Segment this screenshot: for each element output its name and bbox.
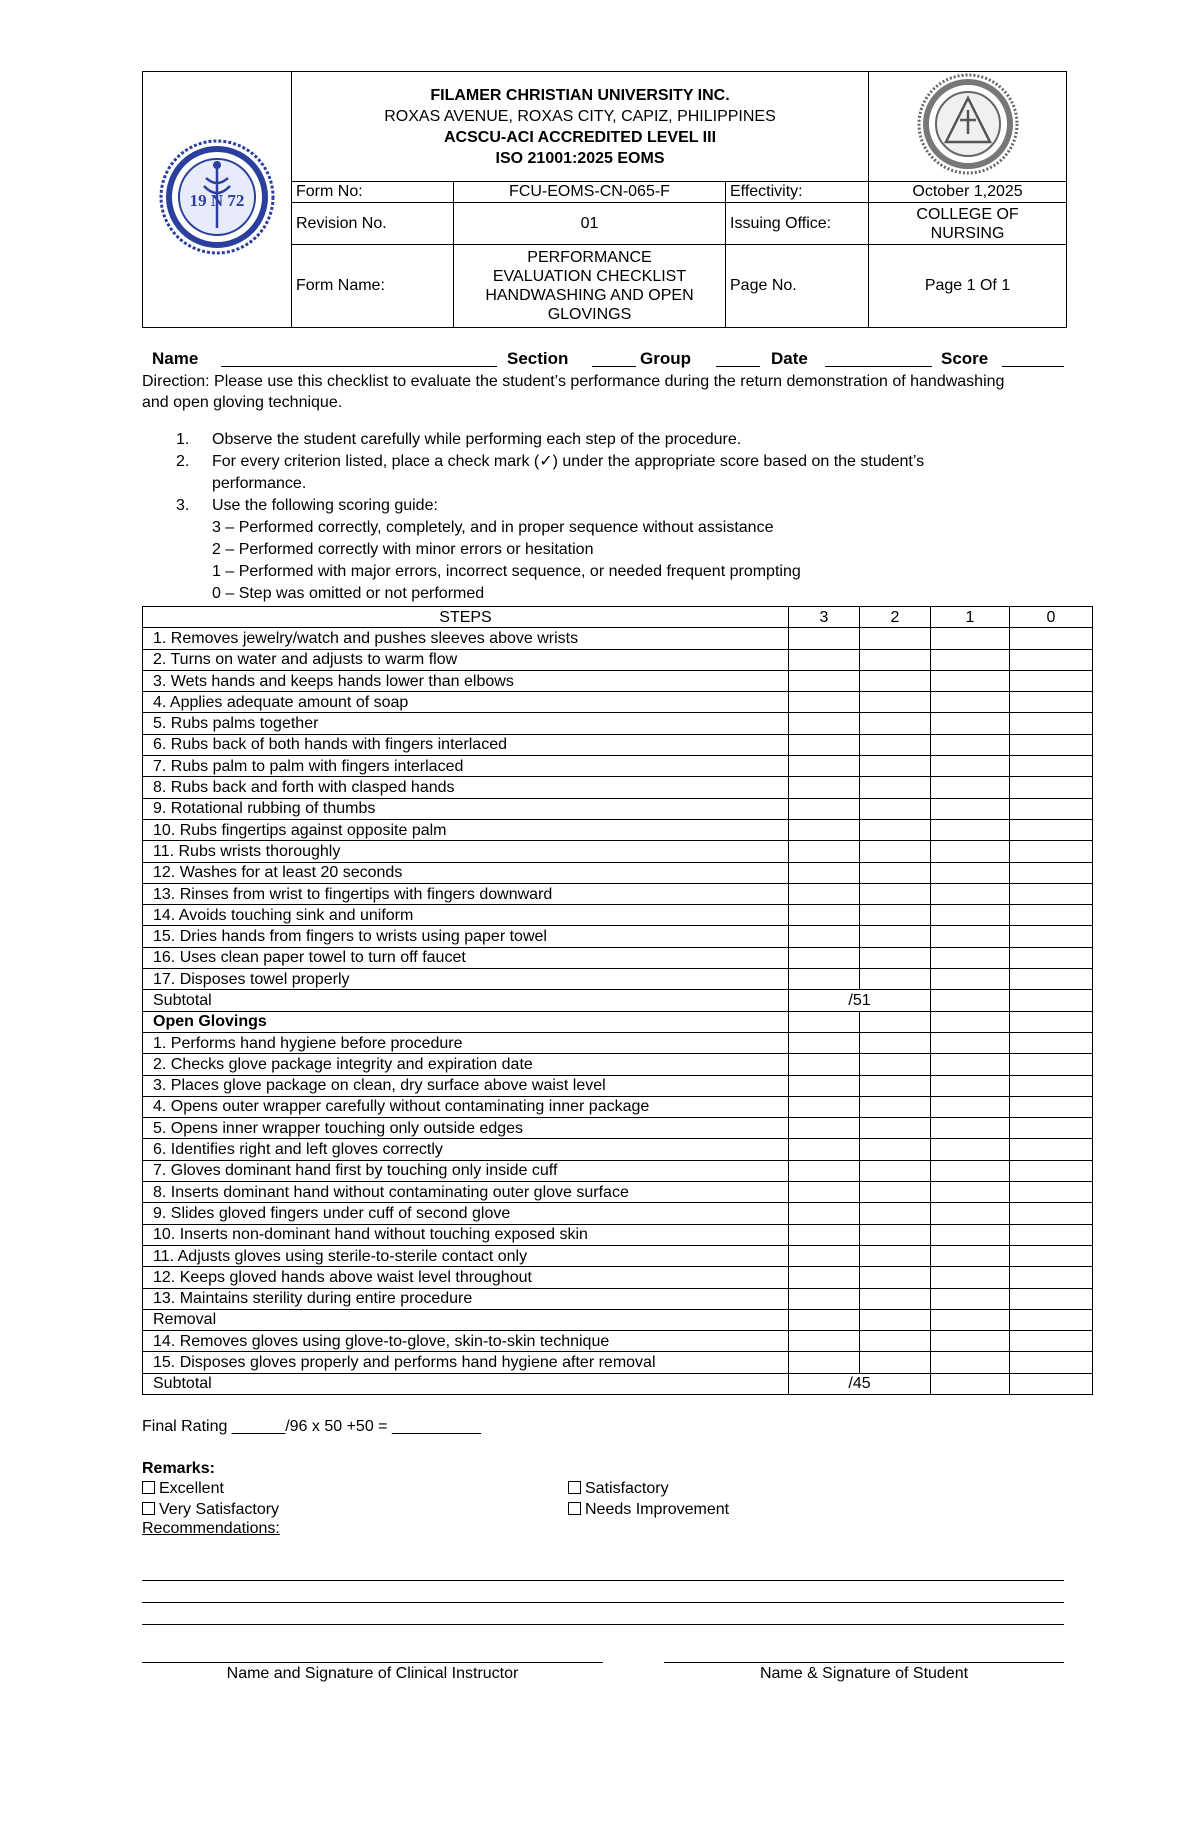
remark-option-needs-improvement[interactable]: Needs Improvement: [568, 1501, 729, 1519]
step-label: 1. Performs hand hygiene before procedure: [143, 1032, 789, 1053]
score-cell-0[interactable]: [1010, 1011, 1093, 1032]
score-cell-0[interactable]: [1010, 969, 1093, 990]
gloving-step-row: [143, 1032, 1093, 1053]
score-cell-1[interactable]: [931, 947, 1010, 968]
score-cell-2[interactable]: [860, 947, 931, 968]
handwashing-step-row: [143, 777, 1093, 798]
score-cell-1[interactable]: [931, 841, 1010, 862]
score-header-3: 3: [789, 607, 860, 628]
score-cell-2[interactable]: [860, 883, 931, 904]
removal-label: Removal: [143, 1309, 789, 1330]
score-cell-2[interactable]: [860, 734, 931, 755]
score-cell-3[interactable]: [789, 1011, 860, 1032]
score-cell-1[interactable]: [931, 862, 1010, 883]
score-cell-3[interactable]: [789, 756, 860, 777]
score-cell-1[interactable]: [931, 1054, 1010, 1075]
step-label: 5. Rubs palms together: [143, 713, 789, 734]
issuing-office-label: Issuing Office:: [726, 203, 869, 245]
score-cell-3[interactable]: [789, 670, 860, 691]
score-cell-3[interactable]: [789, 1245, 860, 1266]
score-cell-0[interactable]: [1010, 649, 1093, 670]
score-cell-1[interactable]: [931, 1267, 1010, 1288]
performance-checklist-table: [142, 606, 1093, 1395]
score-cell-2[interactable]: [860, 1203, 931, 1224]
score-cell-1[interactable]: [931, 1352, 1010, 1373]
student-signature-label: Name & Signature of Student: [759, 1665, 969, 1682]
step-label: 8. Rubs back and forth with clasped hands: [143, 777, 789, 798]
step-label: 1. Removes jewelry/watch and pushes sleeves above wrists: [143, 628, 789, 649]
scoring-guide-2: 2 – Performed correctly with minor errors or hesitation: [212, 541, 594, 558]
score-cell-0[interactable]: [1010, 883, 1093, 904]
student-info-line: [152, 349, 1064, 371]
gloving-step-row: [143, 1054, 1093, 1075]
score-cell-0[interactable]: [1010, 1032, 1093, 1053]
score-cell-2[interactable]: [860, 1267, 931, 1288]
score-cell-1[interactable]: [931, 1032, 1010, 1053]
instructor-signature-label: Name and Signature of Clinical Instructor: [226, 1665, 519, 1682]
subtotal-label: Subtotal: [143, 990, 789, 1011]
step-label: 5. Opens inner wrapper touching only outside edges: [143, 1118, 789, 1139]
handwashing-step-row: [143, 969, 1093, 990]
step-label: 13. Rinses from wrist to fingertips with fingers downward: [143, 883, 789, 904]
step-label: 12. Keeps gloved hands above waist level throughout: [143, 1267, 789, 1288]
score-cell-3[interactable]: [789, 1267, 860, 1288]
score-cell-1[interactable]: [931, 1203, 1010, 1224]
score-cell-3[interactable]: [789, 1160, 860, 1181]
recommendation-line[interactable]: [142, 1580, 1064, 1581]
handwashing-step-row: [143, 926, 1093, 947]
step-label: 4. Applies adequate amount of soap: [143, 692, 789, 713]
score-cell-1[interactable]: [931, 819, 1010, 840]
subtotal-value[interactable]: /45: [789, 1373, 931, 1394]
step-label: 2. Checks glove package integrity and expiration date: [143, 1054, 789, 1075]
recommendation-line[interactable]: [142, 1602, 1064, 1603]
score-cell-3[interactable]: [789, 1118, 860, 1139]
score-cell-0[interactable]: [1010, 1309, 1093, 1330]
recommendations-label: Recommendations:: [142, 1520, 280, 1537]
score-cell-0[interactable]: [1010, 713, 1093, 734]
university-seal-logo: [158, 138, 276, 256]
step-label: 3. Places glove package on clean, dry surface above waist level: [143, 1075, 789, 1096]
form-name-line: HANDWASHING AND OPEN: [485, 287, 694, 304]
step-label: 6. Rubs back of both hands with fingers interlaced: [143, 734, 789, 755]
score-cell-2[interactable]: [860, 1054, 931, 1075]
university-logo-cell: [143, 72, 292, 328]
score-cell-0[interactable]: [1010, 819, 1093, 840]
score-cell-2[interactable]: [860, 1352, 931, 1373]
score-cell-3[interactable]: [789, 1224, 860, 1245]
handwashing-step-row: [143, 649, 1093, 670]
score-cell-3[interactable]: [789, 1203, 860, 1224]
score-cell-0[interactable]: [1010, 1288, 1093, 1309]
score-cell-2[interactable]: [860, 1075, 931, 1096]
removal-section-row: [143, 1309, 1093, 1330]
score-cell-1[interactable]: [931, 1075, 1010, 1096]
step-label: 16. Uses clean paper towel to turn off faucet: [143, 947, 789, 968]
group-field[interactable]: [716, 349, 760, 367]
section-field[interactable]: [592, 349, 636, 367]
step-label: 7. Rubs palm to palm with fingers interlaced: [143, 756, 789, 777]
score-cell-0[interactable]: [1010, 841, 1093, 862]
gloving-step-row: [143, 1160, 1093, 1181]
subtotal-value[interactable]: /51: [789, 990, 931, 1011]
handwashing-step-row: [143, 862, 1093, 883]
handwashing-step-row: [143, 798, 1093, 819]
handwashing-subtotal-row: [143, 990, 1093, 1011]
score-cell-0[interactable]: [1010, 1267, 1093, 1288]
step-label: 12. Washes for at least 20 seconds: [143, 862, 789, 883]
direction-text: Direction: Please use this checklist to evaluate the student’s performance during the return demonstration of handwashing and open gloving technique.: [142, 373, 1005, 411]
score-cell-1[interactable]: [931, 926, 1010, 947]
step-label: 11. Adjusts gloves using sterile-to-sterile contact only: [143, 1245, 789, 1266]
score-cell-0[interactable]: [1010, 905, 1093, 926]
date-label: Date: [771, 349, 808, 368]
score-cell-1[interactable]: [931, 1011, 1010, 1032]
score-cell-1[interactable]: [931, 713, 1010, 734]
score-cell-1[interactable]: [931, 649, 1010, 670]
score-cell-3[interactable]: [789, 649, 860, 670]
score-cell-3[interactable]: [789, 734, 860, 755]
college-of-nursing-seal-logo: [916, 72, 1020, 176]
score-cell-1[interactable]: [931, 1139, 1010, 1160]
gloving-step-row: [143, 1075, 1093, 1096]
score-cell-3[interactable]: [789, 1054, 860, 1075]
score-cell-0[interactable]: [1010, 1224, 1093, 1245]
score-cell-0[interactable]: [1010, 756, 1093, 777]
score-cell-3[interactable]: [789, 862, 860, 883]
score-cell-2[interactable]: [860, 1139, 931, 1160]
score-cell-2[interactable]: [860, 798, 931, 819]
gloving-step-row: [143, 1267, 1093, 1288]
accreditation-level: ACSCU-ACI ACCREDITED LEVEL III: [444, 128, 717, 146]
score-cell-3[interactable]: [789, 926, 860, 947]
score-cell-2[interactable]: [860, 777, 931, 798]
score-cell-2[interactable]: [860, 1224, 931, 1245]
step-label: 8. Inserts dominant hand without contaminating outer glove surface: [143, 1182, 789, 1203]
score-cell-3[interactable]: [789, 841, 860, 862]
step-label: 14. Removes gloves using glove-to-glove, skin-to-skin technique: [143, 1331, 789, 1352]
score-cell-1[interactable]: [931, 969, 1010, 990]
score-cell-2[interactable]: [860, 756, 931, 777]
step-label: 17. Disposes towel properly: [143, 969, 789, 990]
effectivity-label: Effectivity:: [726, 182, 869, 203]
score-cell-0[interactable]: [1010, 1118, 1093, 1139]
score-cell-1[interactable]: [931, 1160, 1010, 1181]
step-label: 6. Identifies right and left gloves correctly: [143, 1139, 789, 1160]
score-cell-0[interactable]: [1010, 862, 1093, 883]
checkbox-icon[interactable]: [568, 1481, 581, 1494]
score-cell-3[interactable]: [789, 1288, 860, 1309]
step-label: 14. Avoids touching sink and uniform: [143, 905, 789, 926]
remark-option-satisfactory[interactable]: Satisfactory: [568, 1480, 669, 1498]
score-cell-0[interactable]: [1010, 1054, 1093, 1075]
removal-step-row: [143, 1331, 1093, 1352]
gloving-subtotal-row: [143, 1373, 1093, 1394]
form-name-line: EVALUATION CHECKLIST: [492, 268, 687, 285]
remarks-title: Remarks:: [142, 1460, 215, 1477]
final-rating: Final Rating ______/96 x 50 +50 = __________: [142, 1418, 481, 1435]
section-label: Section: [507, 349, 569, 368]
score-cell-1[interactable]: [931, 798, 1010, 819]
score-cell-0[interactable]: [1010, 734, 1093, 755]
group-label: Group: [640, 349, 691, 368]
score-cell-1[interactable]: [931, 756, 1010, 777]
score-cell-1[interactable]: [931, 670, 1010, 691]
score-cell-2[interactable]: [860, 905, 931, 926]
subtotal-cell: [931, 990, 1010, 1011]
subtotal-cell: [1010, 1373, 1093, 1394]
score-cell-0[interactable]: [1010, 798, 1093, 819]
table-header-row: [143, 607, 1093, 628]
gloving-step-row: [143, 1224, 1093, 1245]
score-cell-0[interactable]: [1010, 1075, 1093, 1096]
gloving-step-row: [143, 1182, 1093, 1203]
score-cell-3[interactable]: [789, 1032, 860, 1053]
score-cell-2[interactable]: [860, 1032, 931, 1053]
handwashing-step-row: [143, 883, 1093, 904]
step-label: 15. Dries hands from fingers to wrists using paper towel: [143, 926, 789, 947]
score-cell-3[interactable]: [789, 905, 860, 926]
revision-value: 01: [454, 203, 726, 245]
score-cell-2[interactable]: [860, 969, 931, 990]
iso-standard: ISO 21001:2025 EOMS: [495, 149, 665, 167]
form-header-table: [142, 71, 1067, 328]
checkbox-icon[interactable]: [142, 1481, 155, 1494]
open-glovings-section-row: [143, 1011, 1093, 1032]
score-cell-2[interactable]: [860, 692, 931, 713]
score-cell-0[interactable]: [1010, 670, 1093, 691]
page-no-value: Page 1 Of 1: [869, 245, 1067, 328]
score-cell-3[interactable]: [789, 1139, 860, 1160]
score-cell-0[interactable]: [1010, 1352, 1093, 1373]
college-logo-cell: [869, 72, 1067, 182]
score-cell-2[interactable]: [860, 670, 931, 691]
score-cell-1[interactable]: [931, 734, 1010, 755]
score-cell-2[interactable]: [860, 1331, 931, 1352]
page-no-label: Page No.: [726, 245, 869, 328]
step-label: 15. Disposes gloves properly and performs hand hygiene after removal: [143, 1352, 789, 1373]
score-cell-3[interactable]: [789, 883, 860, 904]
instruction-item: 2. For every criterion listed, place a check mark (✓) under the appropriate score based on the student’s performance.: [176, 453, 925, 492]
handwashing-step-row: [143, 628, 1093, 649]
score-cell-3[interactable]: [789, 1075, 860, 1096]
score-cell-2[interactable]: [860, 1096, 931, 1117]
checkbox-icon[interactable]: [142, 1502, 155, 1515]
logo-year-text: 19 N 72: [189, 191, 245, 210]
score-cell-0[interactable]: [1010, 692, 1093, 713]
score-header-2: 2: [860, 607, 931, 628]
score-cell-3[interactable]: [789, 819, 860, 840]
remark-option-excellent[interactable]: Excellent: [142, 1480, 224, 1498]
revision-label: Revision No.: [292, 203, 454, 245]
score-cell-0[interactable]: [1010, 1203, 1093, 1224]
instructor-signature-line[interactable]: [142, 1662, 603, 1663]
step-label: 11. Rubs wrists thoroughly: [143, 841, 789, 862]
score-cell-2[interactable]: [860, 841, 931, 862]
score-cell-2[interactable]: [860, 628, 931, 649]
handwashing-step-row: [143, 734, 1093, 755]
form-name-line: GLOVINGS: [547, 306, 632, 323]
score-cell-3[interactable]: [789, 798, 860, 819]
step-label: 10. Rubs fingertips against opposite palm: [143, 819, 789, 840]
score-cell-3[interactable]: [789, 1309, 860, 1330]
handwashing-step-row: [143, 756, 1093, 777]
instruction-item: 3. Use the following scoring guide:: [176, 497, 438, 514]
handwashing-step-row: [143, 841, 1093, 862]
score-cell-3[interactable]: [789, 969, 860, 990]
score-cell-2[interactable]: [860, 1118, 931, 1139]
subtotal-cell: [1010, 990, 1093, 1011]
score-cell-2[interactable]: [860, 862, 931, 883]
score-cell-1[interactable]: [931, 1096, 1010, 1117]
score-cell-2[interactable]: [860, 1245, 931, 1266]
score-cell-1[interactable]: [931, 1309, 1010, 1330]
score-cell-3[interactable]: [789, 947, 860, 968]
score-field[interactable]: [1002, 349, 1064, 367]
score-cell-2[interactable]: [860, 926, 931, 947]
removal-step-row: [143, 1352, 1093, 1373]
date-field[interactable]: [825, 349, 932, 367]
score-cell-0[interactable]: [1010, 1331, 1093, 1352]
score-cell-0[interactable]: [1010, 947, 1093, 968]
gloving-step-row: [143, 1245, 1093, 1266]
institution-block: [292, 72, 869, 182]
score-cell-0[interactable]: [1010, 1245, 1093, 1266]
score-cell-2[interactable]: [860, 649, 931, 670]
score-cell-3[interactable]: [789, 692, 860, 713]
effectivity-value: October 1,2025: [869, 182, 1067, 203]
step-label: 4. Opens outer wrapper carefully without contaminating inner package: [143, 1096, 789, 1117]
form-name-value: [454, 245, 726, 328]
institution-address: ROXAS AVENUE, ROXAS CITY, CAPIZ, PHILIPPINES: [384, 107, 776, 125]
score-cell-2[interactable]: [860, 1182, 931, 1203]
score-cell-3[interactable]: [789, 777, 860, 798]
subtotal-label: Subtotal: [143, 1373, 789, 1394]
score-cell-1[interactable]: [931, 905, 1010, 926]
score-header-0: 0: [1010, 607, 1093, 628]
step-label: 13. Maintains sterility during entire procedure: [143, 1288, 789, 1309]
score-cell-2[interactable]: [860, 1288, 931, 1309]
scoring-guide-1: 1 – Performed with major errors, incorrect sequence, or needed frequent prompting: [212, 563, 801, 580]
score-cell-2[interactable]: [860, 1011, 931, 1032]
step-label: 10. Inserts non-dominant hand without touching exposed skin: [143, 1224, 789, 1245]
recommendation-line[interactable]: [142, 1624, 1064, 1625]
issuing-office-line-2: NURSING: [930, 224, 1005, 242]
step-label: 3. Wets hands and keeps hands lower than elbows: [143, 670, 789, 691]
gloving-step-row: [143, 1118, 1093, 1139]
score-cell-2[interactable]: [860, 713, 931, 734]
handwashing-step-row: [143, 819, 1093, 840]
remark-option-very-satisfactory[interactable]: Very Satisfactory: [142, 1501, 279, 1519]
score-cell-3[interactable]: [789, 1331, 860, 1352]
score-cell-3[interactable]: [789, 713, 860, 734]
name-field[interactable]: [221, 349, 497, 367]
form-name-label: Form Name:: [292, 245, 454, 328]
score-cell-0[interactable]: [1010, 628, 1093, 649]
score-cell-3[interactable]: [789, 628, 860, 649]
score-cell-3[interactable]: [789, 1182, 860, 1203]
score-cell-2[interactable]: [860, 819, 931, 840]
score-cell-3[interactable]: [789, 1096, 860, 1117]
form-no-value: FCU-EOMS-CN-065-F: [454, 182, 726, 203]
score-cell-1[interactable]: [931, 1245, 1010, 1266]
score-header-1: 1: [931, 607, 1010, 628]
subtotal-cell: [931, 1373, 1010, 1394]
student-signature-line[interactable]: [664, 1662, 1064, 1663]
handwashing-step-row: [143, 670, 1093, 691]
step-label: 9. Slides gloved fingers under cuff of second glove: [143, 1203, 789, 1224]
score-cell-1[interactable]: [931, 628, 1010, 649]
name-label: Name: [152, 349, 199, 368]
open-glovings-title: Open Glovings: [143, 1011, 789, 1032]
score-cell-2[interactable]: [860, 1309, 931, 1330]
gloving-step-row: [143, 1096, 1093, 1117]
form-name-line: PERFORMANCE: [527, 249, 652, 266]
handwashing-step-row: [143, 692, 1093, 713]
score-label: Score: [941, 349, 989, 368]
score-cell-1[interactable]: [931, 1331, 1010, 1352]
score-cell-1[interactable]: [931, 1182, 1010, 1203]
issuing-office-value: [869, 203, 1067, 245]
issuing-office-line-1: COLLEGE OF: [916, 205, 1019, 223]
gloving-step-row: [143, 1139, 1093, 1160]
handwashing-step-row: [143, 947, 1093, 968]
instruction-item: 1. Observe the student carefully while performing each step of the procedure.: [176, 431, 742, 448]
instructions-list: [142, 429, 1022, 605]
score-cell-1[interactable]: [931, 1118, 1010, 1139]
score-cell-1[interactable]: [931, 777, 1010, 798]
score-cell-3[interactable]: [789, 1352, 860, 1373]
score-cell-0[interactable]: [1010, 926, 1093, 947]
gloving-step-row: [143, 1203, 1093, 1224]
handwashing-step-row: [143, 905, 1093, 926]
step-label: 9. Rotational rubbing of thumbs: [143, 798, 789, 819]
score-cell-1[interactable]: [931, 692, 1010, 713]
gloving-step-row: [143, 1288, 1093, 1309]
score-cell-1[interactable]: [931, 883, 1010, 904]
score-cell-0[interactable]: [1010, 1139, 1093, 1160]
score-cell-1[interactable]: [931, 1224, 1010, 1245]
score-cell-0[interactable]: [1010, 1160, 1093, 1181]
checkbox-icon[interactable]: [568, 1502, 581, 1515]
institution-name: FILAMER CHRISTIAN UNIVERSITY INC.: [430, 86, 730, 104]
step-label: 2. Turns on water and adjusts to warm flow: [143, 649, 789, 670]
handwashing-step-row: [143, 713, 1093, 734]
form-no-label: Form No:: [292, 182, 454, 203]
score-cell-2[interactable]: [860, 1160, 931, 1181]
score-cell-0[interactable]: [1010, 1096, 1093, 1117]
score-cell-1[interactable]: [931, 1288, 1010, 1309]
scoring-guide-3: 3 – Performed correctly, completely, and in proper sequence without assistance: [212, 519, 774, 536]
step-label: 7. Gloves dominant hand first by touching only inside cuff: [143, 1160, 789, 1181]
score-cell-0[interactable]: [1010, 777, 1093, 798]
scoring-guide-0: 0 – Step was omitted or not performed: [212, 585, 485, 602]
score-cell-0[interactable]: [1010, 1182, 1093, 1203]
steps-header: STEPS: [143, 607, 789, 628]
